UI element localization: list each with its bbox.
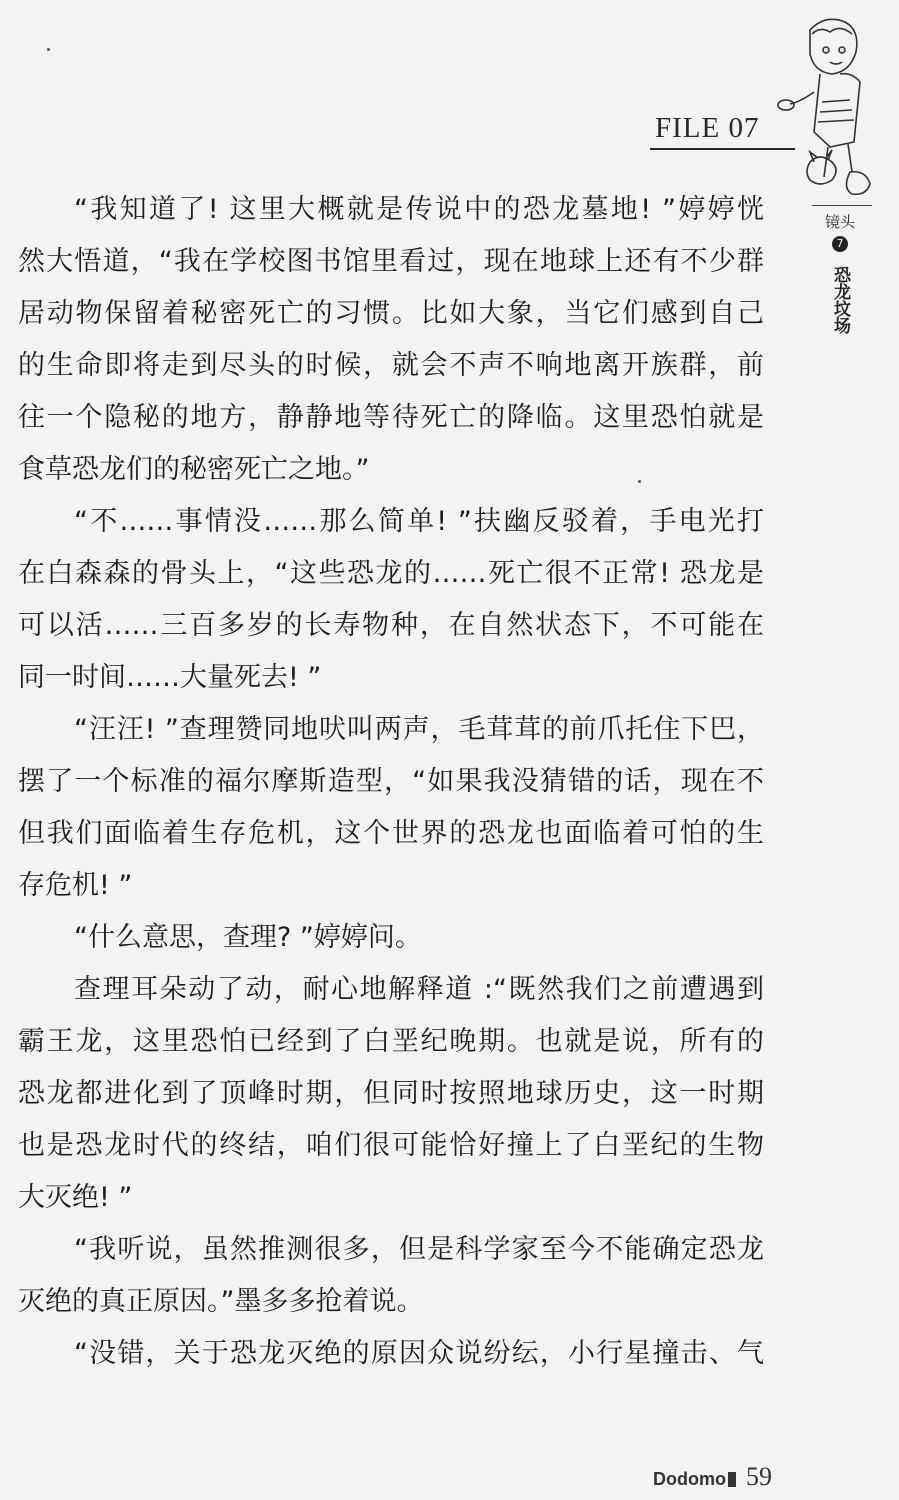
character-illustration [770, 12, 882, 202]
text-line: “不……事情没……那么简单! ”扶幽反驳着，手电光打 [74, 506, 764, 537]
header-rule [650, 148, 795, 150]
text-line: 也是恐龙时代的终结，咱们很可能恰好撞上了白垩纪的生物 [18, 1130, 764, 1161]
text-line: 查理耳朵动了动，耐心地解释道 :“既然我们之前遭遇到 [74, 974, 764, 1005]
chapter-side-tab [820, 211, 860, 345]
text-line: “没错，关于恐龙灭绝的原因众说纷纭，小行星撞击、气 [74, 1338, 764, 1369]
chapter-title: 恐龙坟场 [830, 266, 850, 334]
brand-mark-icon [728, 1472, 736, 1487]
footer-brand: Dodomo [653, 1469, 726, 1489]
text-line: 同一时间……大量死去! ” [18, 662, 322, 693]
text-line: “什么意思，查理? ”婷婷问。 [74, 922, 422, 953]
camera-label: 镜头 [824, 213, 855, 231]
text-line: 存危机! ” [18, 870, 133, 901]
side-tab-rule [812, 205, 872, 206]
text-line: “我听说，虽然推测很多，但是科学家至今不能确定恐龙 [74, 1234, 764, 1265]
body-text [18, 184, 764, 1380]
file-header: FILE 07 [655, 112, 760, 144]
text-line: 摆了一个标准的福尔摩斯造型，“如果我没猜错的话，现在不 [18, 766, 764, 797]
print-speck [638, 480, 641, 483]
text-line: “汪汪! ”查理赞同地吠叫两声，毛茸茸的前爪托住下巴， [74, 714, 764, 745]
text-line: 往一个隐秘的地方，静静地等待死亡的降临。这里恐怕就是 [18, 402, 764, 433]
text-line: 居动物保留着秘密死亡的习惯。比如大象，当它们感到自己 [18, 298, 764, 329]
text-line: 的生命即将走到尽头的时候，就会不声不响地离开族群，前 [18, 350, 764, 381]
text-line: 食草恐龙们的秘密死亡之地。” [18, 454, 370, 485]
text-line: “我知道了! 这里大概就是传说中的恐龙墓地! ”婷婷恍 [74, 194, 764, 225]
text-line: 恐龙都进化到了顶峰时期，但同时按照地球历史，这一时期 [18, 1078, 764, 1109]
text-line: 灭绝的真正原因。”墨多多抢着说。 [18, 1286, 424, 1317]
chapter-number-badge: 7 [832, 236, 848, 252]
text-line: 在白森森的骨头上，“这些恐龙的……死亡很不正常! 恐龙是 [18, 558, 764, 589]
text-line: 可以活……三百多岁的长寿物种，在自然状态下，不可能在 [18, 610, 764, 641]
page-footer [653, 1462, 772, 1492]
print-speck [47, 48, 50, 51]
text-line: 然大悟道，“我在学校图书馆里看过，现在地球上还有不少群 [18, 246, 764, 277]
page-number: 59 [745, 1462, 772, 1491]
text-line: 大灭绝! ” [18, 1182, 133, 1213]
text-line: 但我们面临着生存危机，这个世界的恐龙也面临着可怕的生 [18, 818, 764, 849]
text-line: 霸王龙，这里恐怕已经到了白垩纪晚期。也就是说，所有的 [18, 1026, 764, 1057]
